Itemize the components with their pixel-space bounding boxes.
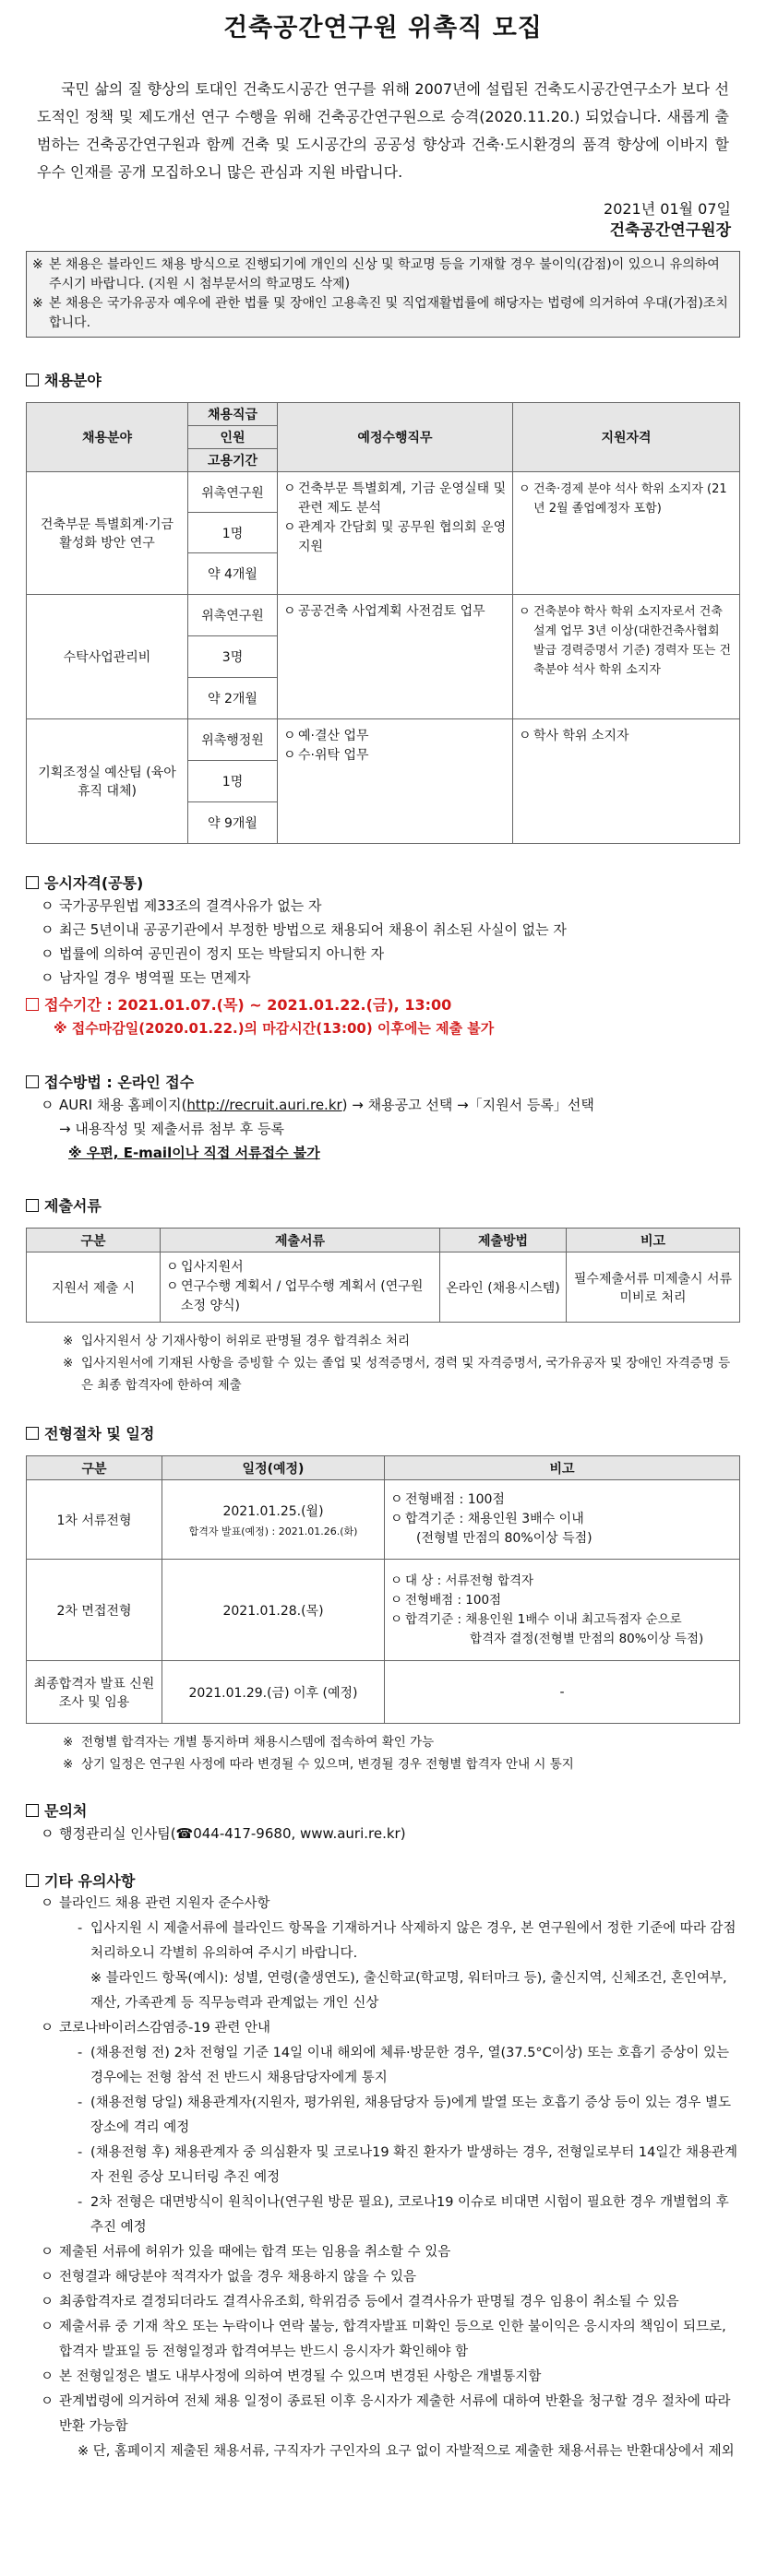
note-line: 합격기준 : 채용인원 1배수 이내 최고득점자 순으로 [405,1611,682,1627]
bullet: ㅇ [166,1260,179,1275]
note-item [63,1352,740,1396]
bullet: ㅇ [41,1097,54,1113]
doc-item: 연구수행 계획서 / 업무수행 계획서 (연구원 소정 양식) [181,1279,424,1313]
list-item [41,2265,740,2290]
table-row [27,1252,740,1323]
bullet: ㅇ [41,969,54,986]
note-mark: ※ [63,1757,74,1772]
count-cell: 1명 [188,761,278,802]
list-item-text: 최종합격자로 결정되더라도 결격사유조회, 학위검증 등에서 결격사유가 판명될 경우 임용이 취소될 수 있음 [59,2295,679,2309]
list-item-text: 제출서류 중 기재 착오 또는 누락이나 연락 불능, 합격자발표 미확인 등으로 인한 불이익은 응시자의 책임이 되므로, 합격자 발표일 등 전형일정과 합격여부는 반드시 응시자가 확인해야 함 [59,2320,726,2359]
note-cell [385,1560,740,1661]
sub-item: - 2차 전형은 대면방식이 원칙이나(연구원 방문 필요), 코로나19 이슈로 비대면 시험이 필요한 경우 개별협의 후 추진 예정 [41,2190,740,2240]
recruit-table [26,402,740,844]
checkbox-square-icon [26,998,39,1011]
remark-cell: 필수제출서류 미제출시 서류미비로 처리 [567,1252,740,1323]
period-cell: 약 2개월 [188,678,278,719]
bullet: ㅇ [283,729,296,743]
method-line2: → 내용작성 및 제출서류 첨부 후 등록 [59,1121,285,1137]
intro-paragraph: 국민 삶의 질 향상의 토대인 건축도시공간 연구를 위해 2007년에 설립된 건축도시공간연구소가 보다 선도적인 정책 및 제도개선 연구 수행을 위해 건축공간연구원으로 승격(2020.11.20.) 되었습니다. 새롭게 출범하는 건축공간연구원과 함께 건축 및 도시공간의 공공성 향상과 건축·도시환경의 품격 향상에 이바지 할 우수 인재를 공개 모집하오니 많은 관심과 지원 바랍니다. [37,80,729,181]
count-cell: 3명 [188,636,278,678]
list-item-text: 본 전형일정은 별도 내부사정에 의하여 변경될 수 있으며 변경된 사항은 개별통지함 [59,2369,542,2384]
header-duty: 예정수행직무 [278,403,513,472]
table-row [27,595,740,636]
checkbox-square-icon [26,1804,39,1817]
duty-item: 수·위탁 업무 [298,748,369,763]
final-note: ※ 단, 홈페이지 제출된 채용서류, 구직자가 구인자의 요구 없이 자발적으로 제출한 채용서류는 반환대상에서 제외 [78,2444,735,2459]
date-text: 2021.01.25.(월) [222,1503,324,1519]
bullet: ㅇ [519,729,532,743]
bullet: ㅇ [390,1492,403,1507]
contact-list [26,1822,740,1846]
bullet: ㅇ [283,604,296,619]
bullet: ㅇ [41,2021,54,2036]
bullet: ㅇ [41,2245,54,2260]
list-item-text: 최근 5년이내 공공기관에서 부정한 방법으로 채용되어 채용이 취소된 사실이 없는 자 [59,921,567,938]
table-row [27,1560,740,1661]
documents-notes [26,1330,740,1396]
type-cell: 위촉연구원 [188,472,278,513]
header-period: 고용기간 [188,449,278,472]
section-title: 응시자격(공통) [44,874,144,892]
method-text [59,1093,594,1117]
list-item-text: 관계법령에 의거하여 전체 채용 일정이 종료된 이후 응시자가 제출한 서류에 대하여 반환을 청구할 경우 절차에 따라 반환 가능함 [59,2394,731,2434]
date-cell: 2021.01.29.(금) 이후 (예정) [162,1661,385,1724]
header-qual: 지원자격 [513,403,740,472]
section-title: 제출서류 [44,1197,102,1215]
sub-item-text: 2차 전형은 대면방식이 원칙이나(연구원 방문 필요), 코로나19 이슈로 비대면 시험이 필요한 경우 개별협의 후 추진 예정 [90,2195,729,2235]
list-item-text: 코로나바이러스감염증-19 관련 안내 [59,2021,270,2036]
schedule-notes [26,1731,740,1775]
qual-cell [513,472,740,595]
list-item [41,1822,740,1846]
type-cell: 위촉연구원 [188,595,278,636]
section-title: 접수방법 : 온라인 접수 [44,1074,195,1091]
bullet: ㅇ [41,897,54,914]
duty-cell [278,595,513,719]
bullet: ㅇ [519,482,531,496]
other-notes-list [26,1892,740,2464]
list-item [41,2240,740,2265]
note-line: 전형배점 : 100점 [405,1492,505,1507]
list-item [41,1892,740,1917]
sub-item-text: (채용전형 전) 2차 전형일 기준 14일 이내 해외에 체류·방문한 경우, 열(37.5°C이상) 또는 호흡기 증상이 있는 경우에는 전형 참석 전 반드시 채용담당자에게 통지 [90,2046,729,2085]
duty-item: 건축부문 특별회계, 기금 운영실태 및 관련 제도 분석 [298,481,507,516]
section-contact [26,1801,740,1822]
list-item [41,2365,740,2390]
list-item [41,1093,740,1117]
note-mark: ※ [32,257,43,272]
list-item [41,918,740,942]
checkbox-square-icon [26,1874,39,1887]
bullet: ㅇ [390,1512,403,1526]
duty-item: 관계자 간담회 및 공무원 협의회 운영 지원 [298,520,507,554]
note-item [63,1753,740,1775]
bullet: ㅇ [41,2295,54,2309]
date-subtext: 합격자 발표(예정) : 2021.01.26.(화) [188,1525,358,1537]
notice-item [32,255,734,294]
note-text: 전형별 합격자는 개별 통지하며 채용시스템에 접속하여 확인 가능 [81,1735,435,1750]
notice-item [32,294,734,333]
list-item-text: 블라인드 채용 관련 지원자 준수사항 [59,1896,270,1911]
list-item-text: 남자일 경우 병역필 또는 면제자 [59,969,251,986]
bullet: ㅇ [41,2369,54,2384]
checkbox-square-icon [26,1075,39,1088]
field-cell: 건축부문 특별회계·기금 활성화 방안 연구 [27,472,188,595]
bullet: ㅇ [41,945,54,962]
note-mark: ※ [32,296,43,311]
bullet: ㅇ [390,1573,403,1588]
contact-text: 행정관리실 인사팀(☎044-417-9680, www.auri.re.kr) [59,1825,406,1842]
table-row [27,1661,740,1724]
table-row [27,1480,740,1560]
section-title: 채용분야 [44,372,102,389]
qual-cell [513,719,740,844]
note-text: 상기 일정은 연구원 사정에 따라 변경될 수 있으며, 변경될 경우 전형별 합격자 안내 시 통지 [81,1757,574,1772]
deadline-warning: ※ 접수마감일(2020.01.22.)의 마감시간(13:00) 이후에는 제출 불가 [54,1020,495,1037]
sub-item: - 입사지원 시 제출서류에 블라인드 항목을 기재하거나 삭제하지 않은 경우, 본 연구원에서 정한 기준에 따라 감점처리하오니 각별히 유의하여 주시기 바랍니다. [41,1917,740,1966]
list-item [41,2315,740,2365]
field-cell: 기획조정실 예산팀 (육아휴직 대체) [27,719,188,844]
bullet: ㅇ [283,520,296,535]
type-cell: 위촉행정원 [188,719,278,761]
list-item [41,2290,740,2315]
date-cell [162,1480,385,1560]
sub-item-text: 입사지원 시 제출서류에 블라인드 항목을 기재하거나 삭제하지 않은 경우, 본 연구원에서 정한 기준에 따라 감점처리하오니 각별히 유의하여 주시기 바랍니다. [90,1921,736,1961]
list-item [41,966,740,990]
note-cell: - [385,1661,740,1724]
notice-box [26,251,740,338]
list-item-text: 국가공무원법 제33조의 결격사유가 없는 자 [59,897,322,914]
blind-note: ※ 블라인드 항목(예시): 성별, 연령(출생연도), 출신학교(학교명, 워터마크 등), 출신지역, 신체조건, 혼인여부, 재산, 가족관계 등 직무능력과 관계없는 개인 신상 [90,1971,727,2011]
table-row [27,472,740,513]
method-warning: ※ 우편, E-mail이나 직접 서류접수 불가 [68,1145,320,1161]
list-item [41,2016,740,2041]
note-mark: ※ [63,1735,74,1750]
sub-item-text: (채용전형 당일) 채용관계자(지원자, 평가위원, 채용담당자 등)에게 발열 또는 호흡기 증상 등이 있는 경우 별도장소에 격리 예정 [90,2095,732,2135]
section-title: 문의처 [44,1802,88,1820]
note-mark: ※ [63,1356,74,1371]
header-field: 채용분야 [27,403,188,472]
period-cell: 약 4개월 [188,553,278,595]
note-line: (전형별 만점의 80%이상 득점) [416,1531,592,1546]
checkbox-square-icon [26,1199,39,1212]
list-item [41,2390,740,2439]
notice-text: 본 채용은 블라인드 채용 방식으로 진행되기에 개인의 신상 및 학교명 등을 기재할 경우 불이익(감점)이 있으니 유의하여 주시기 바랍니다. (지원 시 첨부문서의 학교명도 삭제) [49,257,720,291]
list-item-text: 법률에 의하여 공민권이 정지 또는 박탈되지 아니한 자 [59,945,385,962]
documents-table [26,1228,740,1323]
list-item-text: 제출된 서류에 허위가 있을 때에는 합격 또는 임용을 취소할 수 있음 [59,2245,451,2260]
bullet: ㅇ [166,1279,179,1294]
header-type: 채용직급 [188,403,278,426]
bullet: ㅇ [41,921,54,938]
list-item [41,894,740,918]
sub-item-text: (채용전형 후) 채용관계자 중 의심환자 및 코로나19 확진 환자가 발생하는 경우, 전형일로부터 14일간 채용관계자 전원 증상 모니터링 추진 예정 [90,2145,738,2185]
cat-cell: 지원서 제출 시 [27,1252,161,1323]
header-docs: 제출서류 [161,1229,440,1252]
bullet: ㅇ [390,1611,403,1627]
method-post: ) → 채용공고 선택 →「지원서 등록」선택 [341,1097,594,1113]
note-item [63,1330,740,1352]
qual-item: 건축분야 학사 학위 소지자로서 건축설계 업무 3년 이상(대한건축사협회 발급 경력증명서 기준) 경력자 또는 건축분야 석사 학위 소지자 [533,605,732,677]
note-item [63,1731,740,1753]
bullet: ㅇ [283,748,296,763]
section-title: 접수기간 : 2021.01.07.(목) ~ 2021.01.22.(금), 13:00 [44,996,452,1014]
header-date: 일정(예정) [162,1456,385,1480]
header-remark: 비고 [567,1229,740,1252]
eligibility-list [26,894,740,990]
section-method [26,1073,740,1093]
method-pre: AURI 채용 홈페이지( [59,1097,187,1113]
note-line: 대 상 : 서류전형 합격자 [405,1573,534,1588]
duty-cell [278,472,513,595]
sub-item: - (채용전형 후) 채용관계자 중 의심환자 및 코로나19 확진 환자가 발생하는 경우, 전형일로부터 14일간 채용관계자 전원 증상 모니터링 추진 예정 [41,2141,740,2190]
bullet: ㅇ [519,605,531,619]
duty-item: 공공건축 사업계획 사전검토 업무 [298,604,485,619]
section-title: 전형절차 및 일정 [44,1425,155,1442]
header-stage: 구분 [27,1456,162,1480]
note-line: 합격자 결정(전형별 만점의 80%이상 득점) [470,1631,704,1646]
note-text: 입사지원서 상 기재사항이 허위로 판명될 경우 합격취소 처리 [81,1334,411,1348]
count-cell: 1명 [188,513,278,553]
note-mark: ※ [63,1334,74,1348]
bullet: ㅇ [41,2394,54,2409]
section-other-notes [26,1871,740,1892]
stage-cell: 최종합격자 발표 신원조사 및 임용 [27,1661,162,1724]
notice-text: 본 채용은 국가유공자 예우에 관한 법률 및 장애인 고용촉진 및 직업재활법률에 해당자는 법령에 의거하여 우대(가점)조치 합니다. [49,296,728,330]
table-row [27,719,740,761]
section-title: 기타 유의사항 [44,1872,136,1890]
schedule-table [26,1455,740,1724]
duty-cell [278,719,513,844]
bullet: ㅇ [390,1592,403,1608]
stage-cell: 2차 면접전형 [27,1560,162,1661]
announce-date: 2021년 01월 07일 [604,200,731,218]
qual-item: 건축·경제 분야 석사 학위 소지자 (21년 2월 졸업예정자 포함) [533,482,727,516]
header-note: 비고 [385,1456,740,1480]
field-cell: 수탁사업관리비 [27,595,188,719]
checkbox-square-icon [26,374,39,386]
announce-org: 건축공간연구원장 [609,221,731,240]
header-cat: 구분 [27,1229,161,1252]
bullet: ㅇ [283,481,296,496]
section-schedule [26,1424,740,1444]
method-cell: 온라인 (채용시스템) [440,1252,567,1323]
bullet: ㅇ [41,1825,54,1842]
note-line: 합격기준 : 채용인원 3배수 이내 [405,1512,584,1526]
section-period [26,995,740,1015]
sub-item: - (채용전형 전) 2차 전형일 기준 14일 이내 해외에 체류·방문한 경우, 열(37.5°C이상) 또는 호흡기 증상이 있는 경우에는 전형 참석 전 반드시 채용담당자에게 통지 [41,2041,740,2091]
page-title: 건축공간연구원 위촉직 모집 [223,14,543,42]
bullet: ㅇ [41,2320,54,2334]
docs-cell [161,1252,440,1323]
method-list [26,1093,740,1165]
header-count: 인원 [188,426,278,449]
list-item-text: 전형결과 해당분야 적격자가 없을 경우 채용하지 않을 수 있음 [59,2270,417,2285]
doc-item: 입사지원서 [181,1260,244,1275]
section-recruit-fields [26,371,740,391]
stage-cell: 1차 서류전형 [27,1480,162,1560]
header-method: 제출방법 [440,1229,567,1252]
qual-cell [513,595,740,719]
section-documents [26,1196,740,1217]
note-line: 전형배점 : 100점 [405,1592,502,1608]
note-text: 입사지원서에 기재된 사항을 증빙할 수 있는 졸업 및 성적증명서, 경력 및 자격증명서, 국가유공자 및 장애인 자격증명 등은 최종 합격자에 한하여 제출 [81,1356,731,1393]
checkbox-square-icon [26,876,39,889]
period-cell: 약 9개월 [188,802,278,844]
date-cell: 2021.01.28.(목) [162,1560,385,1661]
bullet: ㅇ [41,1896,54,1911]
bullet: ㅇ [41,2270,54,2285]
recruit-site-link[interactable]: http://recruit.auri.re.kr [186,1097,342,1113]
qual-item: 학사 학위 소지자 [533,729,629,743]
checkbox-square-icon [26,1427,39,1440]
list-item [41,942,740,966]
duty-item: 예·결산 업무 [298,729,369,743]
note-cell [385,1480,740,1560]
section-eligibility [26,873,740,894]
sub-item: - (채용전형 당일) 채용관계자(지원자, 평가위원, 채용담당자 등)에게 발열 또는 호흡기 증상 등이 있는 경우 별도장소에 격리 예정 [41,2091,740,2141]
